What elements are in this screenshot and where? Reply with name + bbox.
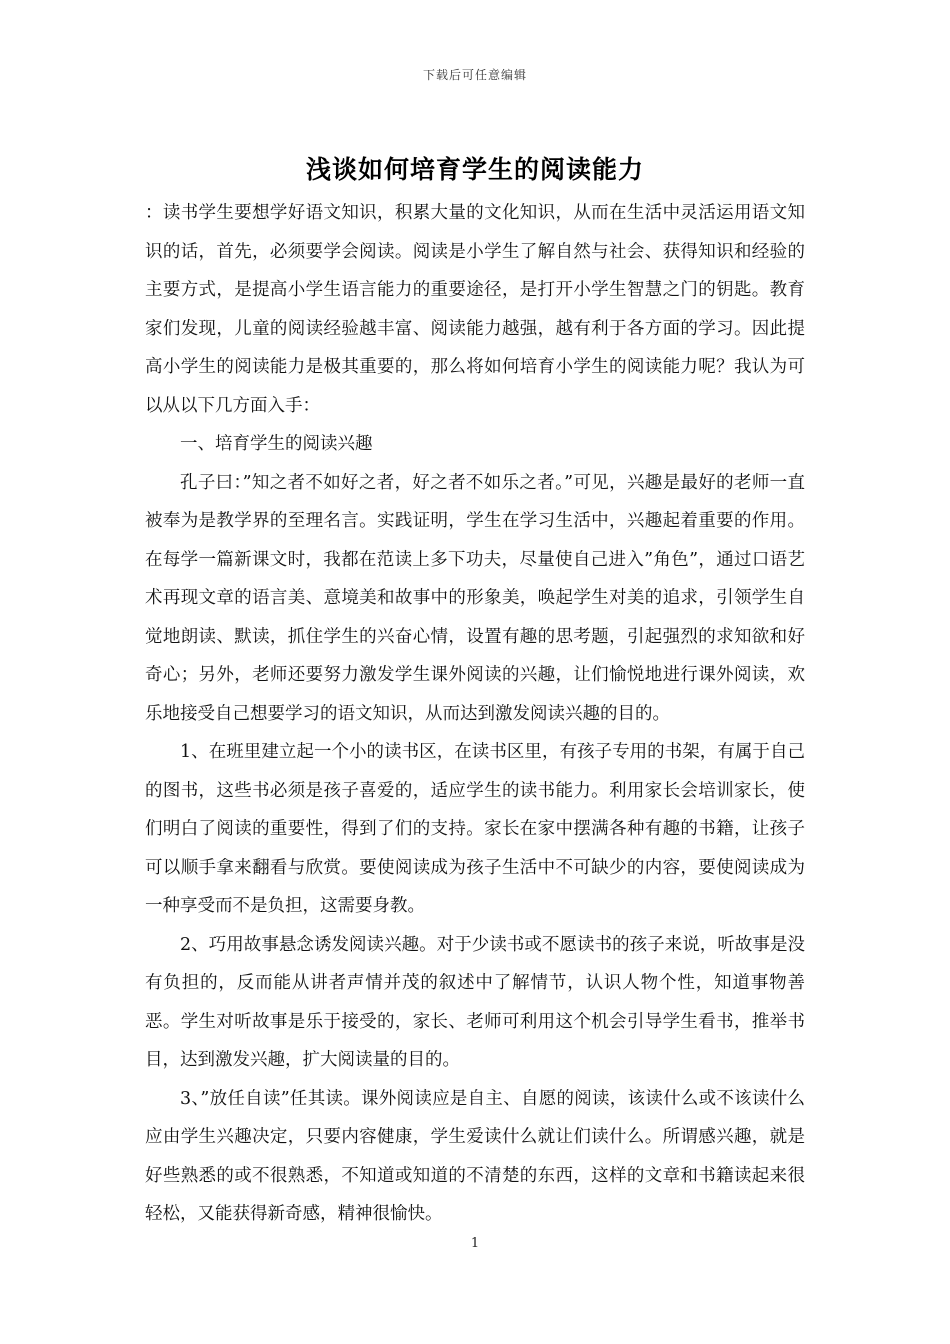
page-header-note: 下载后可任意编辑 xyxy=(422,68,527,82)
body-paragraph: 1、在班里建立起一个小的读书区，在读书区里，有孩子专用的书架，有属于自己的图书，这些书必须是孩子喜爱的，适应学生的读书能力。利用家长会培训家长，使们明白了阅读的重要性，得到了们的支持。家长在家中摆满各种有趣的书籍，让孩子可以顺手拿来翻看与欣赏。要使阅读成为孩子生活中不可缺少的内容，要使阅读成为一种享受而不是负担，这需要身教。 xyxy=(145,742,805,916)
page-number: 1 xyxy=(470,1236,480,1251)
document-title: 浅谈如何培育学生的阅读能力 xyxy=(305,155,644,184)
intro-paragraph: ：读书学生要想学好语文知识，积累大量的文化知识，从而在生活中灵活运用语文知识的话，首先，必须要学会阅读。阅读是小学生了解自然与社会、获得知识和经验的主要方式，是提高小学生语言能力的重要途径，是打开小学生智慧之门的钥匙。教育家们发现，儿童的阅读经验越丰富、阅读能力越强，越有利于各方面的学习。因此提高小学生的阅读能力是极其重要的，那么将如何培育小学生的阅读能力呢？我认为可以从以下几方面入手： xyxy=(145,203,805,416)
document-body xyxy=(145,194,805,1234)
section-heading: 一、培育学生的阅读兴趣 xyxy=(180,434,373,454)
body-paragraph: 3、”放任自读”任其读。课外阅读应是自主、自愿的阅读，该读什么或不该读什么应由学生兴趣决定，只要内容健康，学生爱读什么就让们读什么。所谓感兴趣，就是好些熟悉的或不很熟悉，不知道或知道的不清楚的东西，这样的文章和书籍读起来很轻松，又能获得新奇感，精神很愉快。 xyxy=(145,1088,805,1224)
body-paragraph: 孔子曰：”知之者不如好之者，好之者不如乐之者。”可见，兴趣是最好的老师一直被奉为是教学界的至理名言。实践证明，学生在学习生活中，兴趣起着重要的作用。在每学一篇新课文时，我都在范读上多下功夫，尽量使自己进入”角色”，通过口语艺术再现文章的语言美、意境美和故事中的形象美，唤起学生对美的追求，引领学生自觉地朗读、默读，抓住学生的兴奋心情，设置有趣的思考题，引起强烈的求知欲和好奇心；另外，老师还要努力激发学生课外阅读的兴趣，让们愉悦地进行课外阅读，欢乐地接受自己想要学习的语文知识，从而达到激发阅读兴趣的目的。 xyxy=(145,472,805,724)
body-paragraph: 2、巧用故事悬念诱发阅读兴趣。对于少读书或不愿读书的孩子来说，听故事是没有负担的，反而能从讲者声情并茂的叙述中了解情节，认识人物个性，知道事物善恶。学生对听故事是乐于接受的，家长、老师可利用这个机会引导学生看书，推举书目，达到激发兴趣，扩大阅读量的目的。 xyxy=(145,934,805,1070)
